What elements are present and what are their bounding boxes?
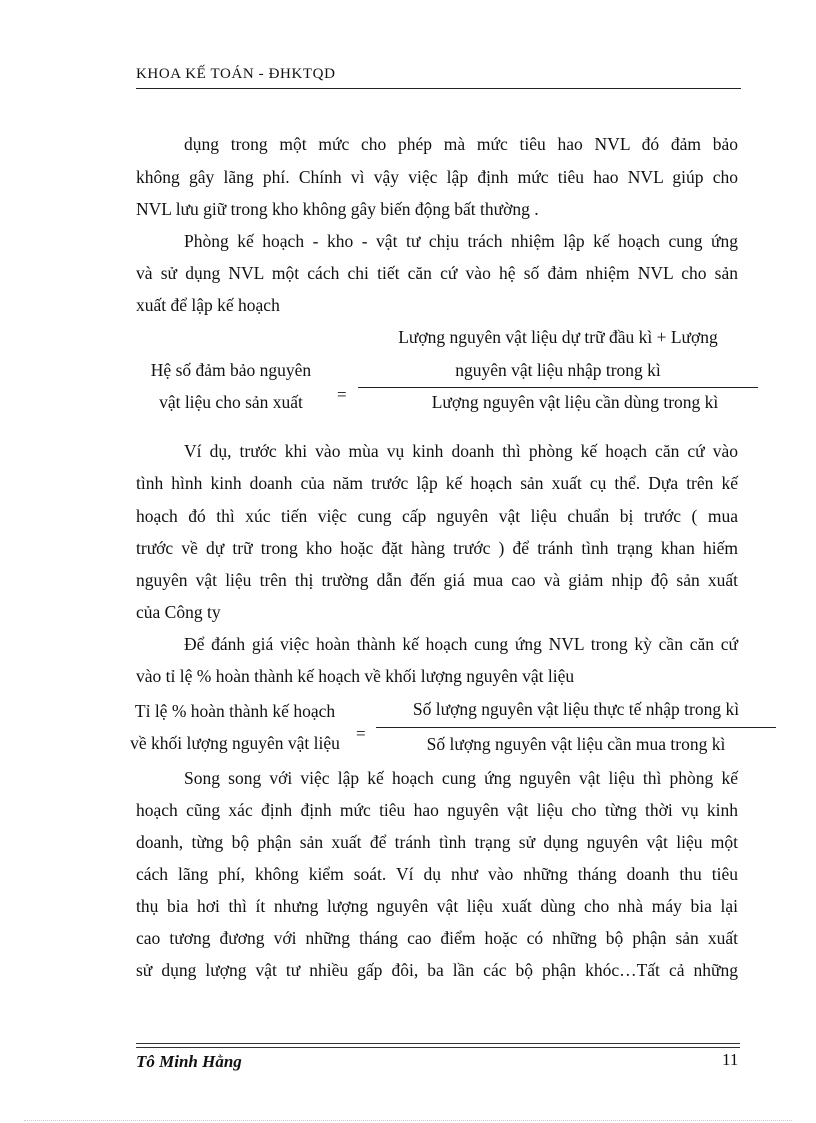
header-rule [136,88,741,89]
formula2-numerator: Số lượng nguyên vật liệu thực tế nhập trong kì [412,699,740,719]
p3-line-6: của Công ty [136,602,221,622]
p3-line-2: tình hình kinh doanh của năm trước lập kế hoạch sản xuất cụ thể. Dựa trên kế [136,473,738,493]
p2-line-3: xuất để lập kế hoạch [136,295,280,315]
p5-line-2: hoạch cũng xác định định mức tiêu hao nguyên vật liệu cho từng thời vụ kinh [136,800,738,820]
formula1-numerator-2: nguyên vật liệu nhập trong kì [455,360,661,380]
page-header: KHOA KẾ TOÁN - ĐHKTQD [136,66,336,82]
formula1-numerator-1: Lượng nguyên vật liệu dự trữ đầu kì + Lượng [398,327,718,347]
p5-line-3: doanh, từng bộ phận sản xuất để tránh tình trạng sử dụng nguyên vật liệu một [136,832,738,852]
formula1-equals: = [337,385,347,404]
page-number: 11 [722,1050,739,1069]
footer-rule-top [136,1043,740,1044]
p1-line-3: NVL lưu giữ trong kho không gây biến động bất thường . [136,199,539,219]
p2-line-1: Phòng kế hoạch - kho - vật tư chịu trách nhiệm lập kế hoạch cung ứng [184,231,738,251]
p4-line-1: Để đánh giá việc hoàn thành kế hoạch cung ứng NVL trong kỳ cần căn cứ [184,634,738,654]
formula2-denominator: Số lượng nguyên vật liệu cần mua trong kì [426,734,726,754]
p3-line-5: nguyên vật liệu trên thị trường dẫn đến giá mua cao và giảm nhịp độ sản xuất [136,570,738,590]
p5-line-5: thụ bia hơi thì ít nhưng lượng nguyên vật liệu xuất dùng cho nhà máy bia lại [136,896,738,916]
formula1-label-1: Hệ số đảm bảo nguyên [150,360,312,380]
formula2-equals: = [356,724,366,743]
p5-line-4: cách lãng phí, không kiểm soát. Ví dụ như vào những tháng doanh thu tiêu [136,864,738,884]
p3-line-4: trước về dự trữ trong kho hoặc đặt hàng trước ) để tránh tình trạng khan hiếm [136,538,738,558]
footer-rule-bottom [136,1047,740,1048]
formula1-fraction-bar [358,387,758,388]
formula1-denominator: Lượng nguyên vật liệu cần dùng trong kì [431,392,719,412]
formula2-label-1: Tỉ lệ % hoàn thành kế hoạch [134,701,336,721]
formula2-fraction-bar [376,727,776,728]
p1-line-1: dụng trong một mức cho phép mà mức tiêu hao NVL đó đảm bảo [184,134,738,154]
p3-line-1: Ví dụ, trước khi vào mùa vụ kinh doanh thì phòng kế hoạch căn cứ vào [184,441,738,461]
formula1-label-2: vật liệu cho sản xuất [159,392,303,412]
p5-line-6: cao tương đương với những tháng cao điểm hoặc có những bộ phận sản xuất [136,928,738,948]
footer-author: Tô Minh Hằng [136,1052,242,1071]
p3-line-3: hoạch đó thì xúc tiến việc cung cấp nguyên vật liệu chuẩn bị trước ( mua [136,506,738,526]
formula2-label-2: về khối lượng nguyên vật liệu [130,733,340,753]
p2-line-2: và sử dụng NVL một cách chi tiết căn cứ vào hệ số đảm nhiệm NVL cho sản [136,263,738,283]
p4-line-2: vào tỉ lệ % hoàn thành kế hoạch về khối lượng nguyên vật liệu [136,666,575,686]
p5-line-7: sử dụng lượng vật tư nhiều gấp đôi, ba lần các bộ phận khóc…Tất cả những [136,960,738,980]
p1-line-2: không gây lãng phí. Chính vì vậy việc lập định mức tiêu hao NVL giúp cho [136,167,738,187]
p5-line-1: Song song với việc lập kế hoạch cung ứng nguyên vật liệu thì phòng kế [184,768,738,788]
page-edge-dots [24,1120,792,1121]
